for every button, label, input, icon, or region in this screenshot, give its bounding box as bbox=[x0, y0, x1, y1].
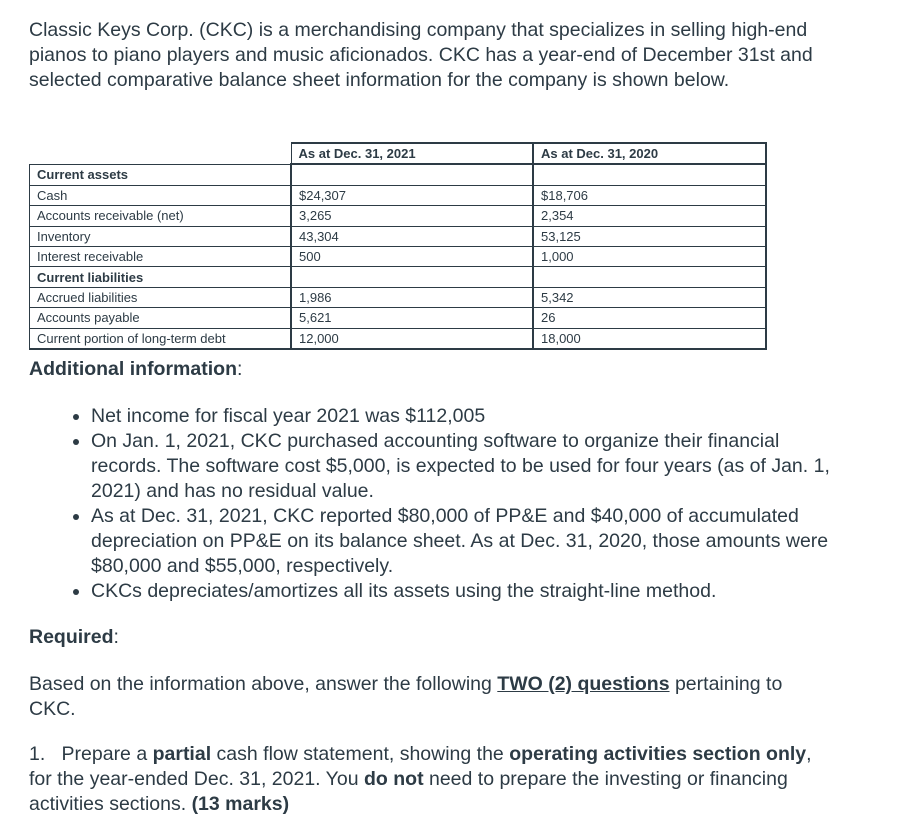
q1-bold-3: do not bbox=[364, 768, 424, 790]
row-label: Accounts receivable (net) bbox=[30, 206, 292, 226]
list-item: • Net income for fiscal year 2021 was $112,005 bbox=[91, 404, 851, 429]
row-value-2021 bbox=[291, 164, 533, 185]
header-blank bbox=[30, 143, 292, 164]
row-value-2020 bbox=[533, 164, 766, 185]
row-value-2020: 53,125 bbox=[533, 226, 766, 246]
row-value-2020: 26 bbox=[533, 308, 766, 328]
row-label: Interest receivable bbox=[30, 246, 292, 266]
row-value-2021: 12,000 bbox=[291, 328, 533, 349]
row-value-2020 bbox=[533, 267, 766, 287]
additional-info-colon: : bbox=[236, 358, 243, 380]
q1-text-4: need to prepare the investing or financing activities sections. bbox=[29, 768, 788, 815]
table-row bbox=[30, 246, 767, 266]
table-row bbox=[30, 308, 767, 328]
row-value-2020: $18,706 bbox=[533, 185, 766, 205]
row-value-2021: 5,621 bbox=[291, 308, 533, 328]
instructions-text-2: pertaining to CKC. bbox=[29, 673, 783, 720]
header-2020: As at Dec. 31, 2020 bbox=[533, 143, 766, 164]
row-value-2021: 43,304 bbox=[291, 226, 533, 246]
row-label: Accrued liabilities bbox=[30, 287, 292, 307]
required-label: Required bbox=[29, 626, 114, 648]
list-item: • On Jan. 1, 2021, CKC purchased accounting software to organize their financial records. The software cost $5,000, is expected to be used for four years (as of Jan. 1, 2021) and has no residual value. bbox=[91, 429, 851, 504]
row-value-2020: 5,342 bbox=[533, 287, 766, 307]
row-label: Accounts payable bbox=[30, 308, 292, 328]
intro-paragraph: Classic Keys Corp. (CKC) is a merchandising company that specializes in selling high-end pianos to piano players and music aficionados. CKC has a year-end of December 31st and selected comparative balance sheet information for the company is shown below. bbox=[29, 19, 813, 91]
table-section-row bbox=[30, 164, 767, 185]
header-2021: As at Dec. 31, 2021 bbox=[291, 143, 533, 164]
table-section-row bbox=[30, 267, 767, 287]
balance-sheet-table bbox=[29, 142, 767, 350]
row-value-2021: 3,265 bbox=[291, 206, 533, 226]
row-label: Cash bbox=[30, 185, 292, 205]
list-item: • As at Dec. 31, 2021, CKC reported $80,000 of PP&E and $40,000 of accumulated depreciation on PP&E on its balance sheet. As at Dec. 31, 2020, those amounts were $80,000 and $55,000, respectively. bbox=[91, 504, 851, 579]
table-header-row bbox=[30, 143, 767, 164]
table-row bbox=[30, 287, 767, 307]
row-value-2021: 1,986 bbox=[291, 287, 533, 307]
table-row bbox=[30, 328, 767, 349]
q1-marks: (13 marks) bbox=[191, 793, 290, 815]
additional-info-label: Additional information bbox=[29, 358, 237, 380]
q1-bold-2: operating activities section only bbox=[509, 743, 807, 765]
row-value-2021: 500 bbox=[291, 246, 533, 266]
q1-text-3: , for the year-ended Dec. 31, 2021. You bbox=[29, 743, 812, 790]
balance-sheet-body bbox=[30, 164, 767, 349]
question-1-number: 1. bbox=[29, 743, 46, 765]
required-colon: : bbox=[113, 626, 119, 648]
question-1 bbox=[29, 742, 829, 817]
row-label: Current liabilities bbox=[30, 267, 292, 287]
row-value-2020: 2,354 bbox=[533, 206, 766, 226]
instructions-paragraph bbox=[29, 672, 829, 722]
instructions-text-1: Based on the information above, answer the following bbox=[29, 673, 498, 695]
table-row bbox=[30, 185, 767, 205]
row-value-2020: 18,000 bbox=[533, 328, 766, 349]
q1-text-2: cash flow statement, showing the bbox=[211, 743, 510, 765]
row-label: Inventory bbox=[30, 226, 292, 246]
table-row bbox=[30, 206, 767, 226]
list-item: • CKCs depreciates/amortizes all its assets using the straight-line method. bbox=[91, 579, 851, 604]
additional-info-list bbox=[60, 404, 851, 604]
table-row bbox=[30, 226, 767, 246]
q1-text-1: Prepare a bbox=[61, 743, 153, 765]
q1-bold-1: partial bbox=[152, 743, 212, 765]
row-value-2021: $24,307 bbox=[291, 185, 533, 205]
required-heading bbox=[29, 625, 119, 650]
row-label: Current portion of long-term debt bbox=[30, 328, 292, 349]
top-edge bbox=[0, 0, 900, 6]
row-value-2020: 1,000 bbox=[533, 246, 766, 266]
instructions-emphasis: TWO (2) questions bbox=[497, 673, 670, 695]
row-label: Current assets bbox=[30, 164, 292, 185]
row-value-2021 bbox=[291, 267, 533, 287]
additional-info-heading bbox=[29, 357, 242, 382]
